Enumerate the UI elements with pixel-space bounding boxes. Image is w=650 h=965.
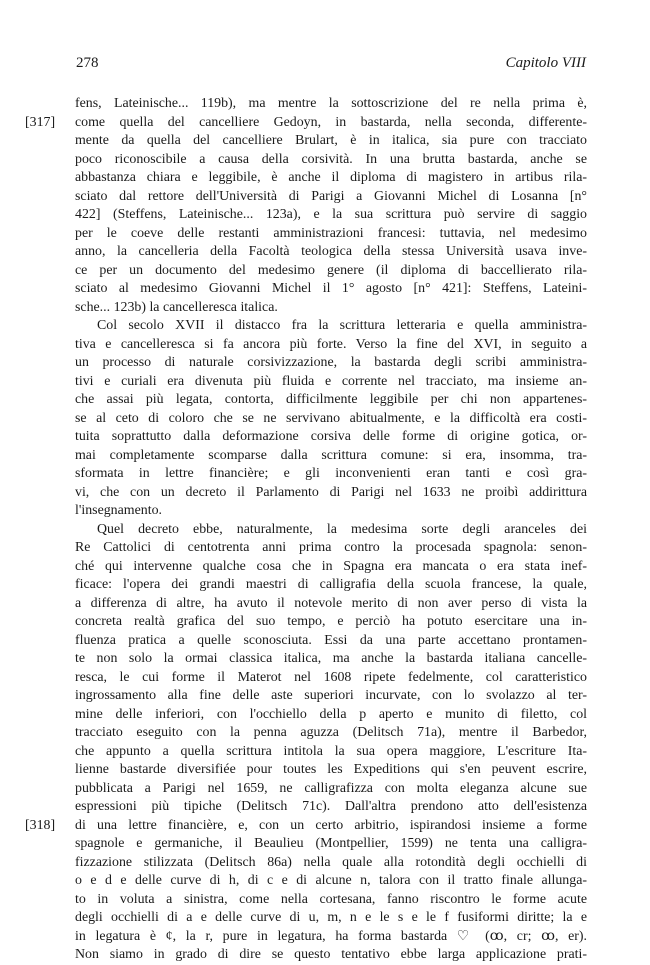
text-line: se al ceto di coloro che se ne servivano abitualmente, e la difficoltà era costi- — [75, 410, 587, 426]
text-line: in legatura è ¢, la r, pure in legatura, ha forma bastarda ♡ (ꝏ, cr; ꝏ, er). — [75, 928, 587, 944]
margin-note-317: [317] — [25, 114, 56, 130]
text-line: mine delle inferiori, con l'occhiello della p aperto e munito di filetto, col — [75, 706, 587, 722]
text-line: tiva e cancelleresca si fa ancora più forte. Verso la fine del XVI, in seguito a — [75, 336, 587, 352]
text-line: te non solo la ormai classica italica, ma anche la bastarda italiana cancelle- — [75, 651, 587, 666]
text-line: ché qui intervenne qualche cosa che in Spagna era mancata o era stata inef- — [75, 558, 587, 574]
text-line: 422] (Steffens, Lateinische... 123a), e la sua scrittura può servire di saggio — [75, 207, 587, 222]
text-line: l'insegnamento. — [75, 503, 162, 518]
text-line-content: come quella del cancelliere Gedoyn, in bastarda, nella seconda, differente- — [75, 114, 587, 130]
text-line: tivi e curiali era divenuta più fluida e corrente nel tracciato, ma insieme an- — [75, 373, 587, 389]
text-line: sche... 123b) la cancelleresca italica. — [75, 299, 278, 315]
text-line: sciato al medesimo Giovanni Michel il 1° agosto [n° 421]: Steffens, Lateini- — [75, 281, 587, 296]
text-line: Quel decreto ebbe, naturalmente, la medesima sorte degli aranceles dei — [97, 521, 587, 537]
page-number: 278 — [76, 55, 99, 71]
text-line: to in voluta a sinistra, come nella cortesana, fanno riscontro le forme acute — [75, 891, 587, 907]
text-line: Col secolo XVII il distacco fra la scrittura letteraria e quella amministra- — [97, 318, 587, 333]
text-line: fluenza pratica a quelle sconosciuta. Essi da una parte accettano prontamen- — [75, 632, 587, 648]
text-line: o e d e delle curve di h, di c e di alcune n, talora con il tratto finale allunga- — [75, 873, 587, 888]
page-header — [76, 55, 586, 79]
text-line: degli occhielli di a e delle curve di u, m, n e le s e le f fusiformi diritte; la e — [75, 910, 587, 925]
text-line: un processo di naturale corsivizzazione, la bastarda degli scribi amministra- — [75, 355, 587, 370]
text-line: per le coeve delle restanti amministrazioni francesi: tuttavia, nel medesimo — [75, 225, 587, 241]
text-line: sformata in lettre financière; e gli inconvenienti eran tanti e così gra- — [75, 466, 587, 481]
text-line: spagnole e germaniche, il Beaulieu (Montpellier, 1599) ne tenta una calligra- — [75, 836, 587, 851]
body-text — [25, 95, 587, 965]
text-line: ingrossamento alla fine delle aste superiori incurvate, con lo svolazzo al ter- — [75, 688, 587, 703]
text-line: vi, che con un decreto il Parlamento di Parigi nel 1633 ne proibì addirittura — [75, 484, 587, 500]
text-line: resca, le cui forme il Materot nel 1608 ripete fedelmente, col caratteristico — [75, 669, 587, 685]
text-line: mente da quella del cancelliere Brulart, è in italica, sia pure con tracciato — [75, 133, 587, 148]
text-line: abbastanza chiara e leggibile, è anche il diploma di magistero in artibus rila- — [75, 170, 587, 185]
margin-note-318: [318] — [25, 817, 56, 833]
text-line: espressioni più tipiche (Delitsch 71c). Dall'altra prendono atto dell'esistenza — [75, 799, 587, 814]
text-line: a differenza di altre, ha avuto il notevole merito di non aver perso di vista la — [75, 595, 587, 611]
text-line: che appunto a quella scrittura intitola la sua opera maggiore, L'escriture Ita- — [75, 743, 587, 759]
text-line: Re Cattolici di centotrenta anni prima contro la procesada spagnola: senon- — [75, 540, 587, 555]
text-line: ficace: l'opera dei grandi maestri di calligrafia della scuola francese, la quale, — [75, 577, 587, 592]
text-line: anno, la cancelleria della Facoltà teologica della stessa Università usava inve- — [75, 244, 587, 259]
text-line: Non siamo in grado di dire se questo tentativo ebbe larga applicazione prati- — [75, 947, 587, 962]
text-line — [25, 114, 587, 133]
running-head: Capitolo VIII — [505, 55, 586, 71]
text-line: poco riconoscibile a causa della corsività. In una brutta bastarda, anche se — [75, 151, 587, 167]
text-line: fens, Lateinische... 119b), ma mentre la sottoscrizione del re nella prima è, — [75, 96, 587, 111]
text-line: che assai più legata, contorta, difficilmente leggibile per chi non appartenes- — [75, 392, 587, 407]
text-line: tracciato eseguito con la penna aguzza (Delitsch 71a), mentre il Barbedor, — [75, 725, 587, 740]
text-line: pubblicata a Parigi nel 1659, ne calligrafizza con molta eleganza alcune sue — [75, 780, 587, 796]
text-line: sciato dal rettore dell'Università di Parigi a Giovanni Michel di Losanna [n° — [75, 188, 587, 204]
text-line: concreta realtà grafica del suo tempo, e perciò ha potuto esercitare una in- — [75, 614, 587, 629]
text-line: ce per un documento del medesimo genere (il diploma di baccellierato rila- — [75, 262, 587, 278]
text-line: tuita soprattutto dalla deformazione corsiva delle forme di origine gotica, or- — [75, 429, 587, 444]
text-line: lienne bastarde diversifiée pour toutes les Expeditions qui s'en peuvent escrire, — [75, 762, 587, 777]
text-line — [25, 817, 587, 836]
text-line: fizzazione stilizzata (Delitsch 86a) nella quale alla rotondità degli occhielli di — [75, 854, 587, 870]
text-line: mai completamente scomparse dalla scrittura comune: si era, insomma, tra- — [75, 447, 587, 463]
text-line-content: di una lettre financière, e, con un certo arbitrio, ispirandosi insieme a forme — [75, 817, 587, 833]
